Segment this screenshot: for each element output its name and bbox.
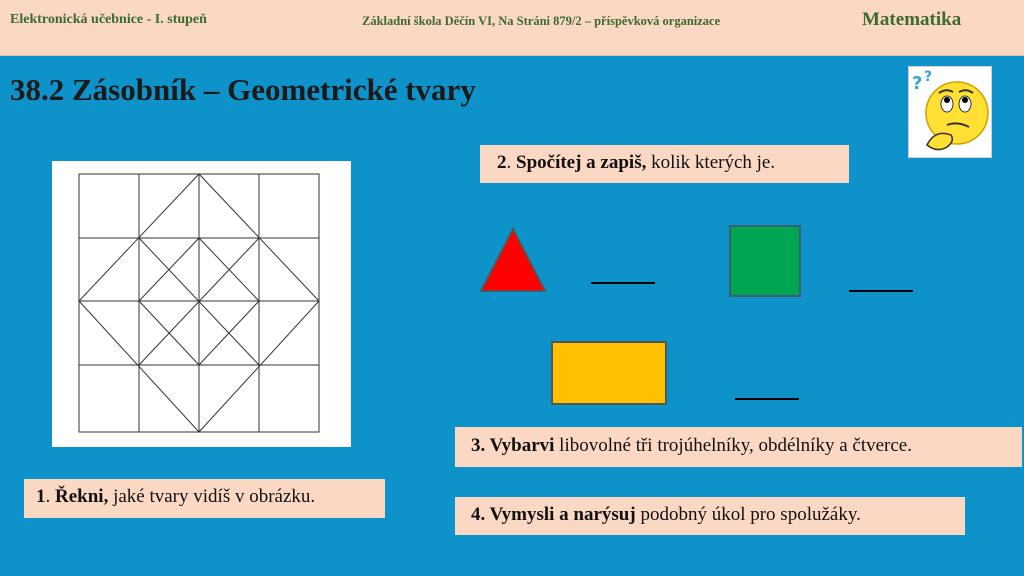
triangle-answer-blank xyxy=(591,282,655,284)
task-1-card xyxy=(24,479,385,518)
header-school-name: Základní škola Děčín VI, Na Stráni 879/2 – příspěvková organizace xyxy=(362,14,721,28)
geometry-figure xyxy=(52,161,351,447)
task-2-verb: Spočítej a zapiš, xyxy=(516,152,647,173)
header-textbook-label: Elektronická učebnice - I. stupeň xyxy=(10,12,207,27)
task-1-number: 1 xyxy=(36,486,46,507)
task-1-text: jaké tvary vidíš v obrázku. xyxy=(108,486,316,507)
task-4-verb: 4. Vymysli a narýsuj xyxy=(471,504,636,525)
task-2-separator: . xyxy=(506,152,516,173)
header-subject: Matematika xyxy=(862,9,962,30)
question-mark-icon: ? xyxy=(924,69,933,85)
green-square-shape xyxy=(728,224,802,298)
question-mark-icon: ? xyxy=(912,73,923,94)
thinking-face-icon xyxy=(909,67,991,157)
thinking-smiley-image xyxy=(908,66,992,158)
red-triangle-shape xyxy=(478,227,548,293)
task-2-card xyxy=(480,145,849,183)
task-1-separator: . xyxy=(45,486,55,507)
task-2-text: kolik kterých je. xyxy=(646,152,776,173)
rectangle-answer-blank xyxy=(735,398,799,400)
header-bar xyxy=(0,0,1024,56)
page-title: 38.2 Zásobník – Geometrické tvary xyxy=(10,72,476,107)
task-3-text: libovolné tři trojúhelníky, obdélníky a čtverce. xyxy=(554,435,912,456)
task-2-number: 2 xyxy=(497,152,507,173)
task-4-card xyxy=(455,497,965,535)
square-answer-blank xyxy=(849,290,913,292)
grid-diamond-diagram xyxy=(52,161,351,447)
task-3-card xyxy=(455,427,1022,467)
task-3-verb: 3. Vybarvi xyxy=(471,435,555,456)
task-4-text: podobný úkol pro spolužáky. xyxy=(635,504,861,525)
task-1-verb: Řekni, xyxy=(55,486,109,507)
yellow-rectangle-shape xyxy=(550,340,668,406)
